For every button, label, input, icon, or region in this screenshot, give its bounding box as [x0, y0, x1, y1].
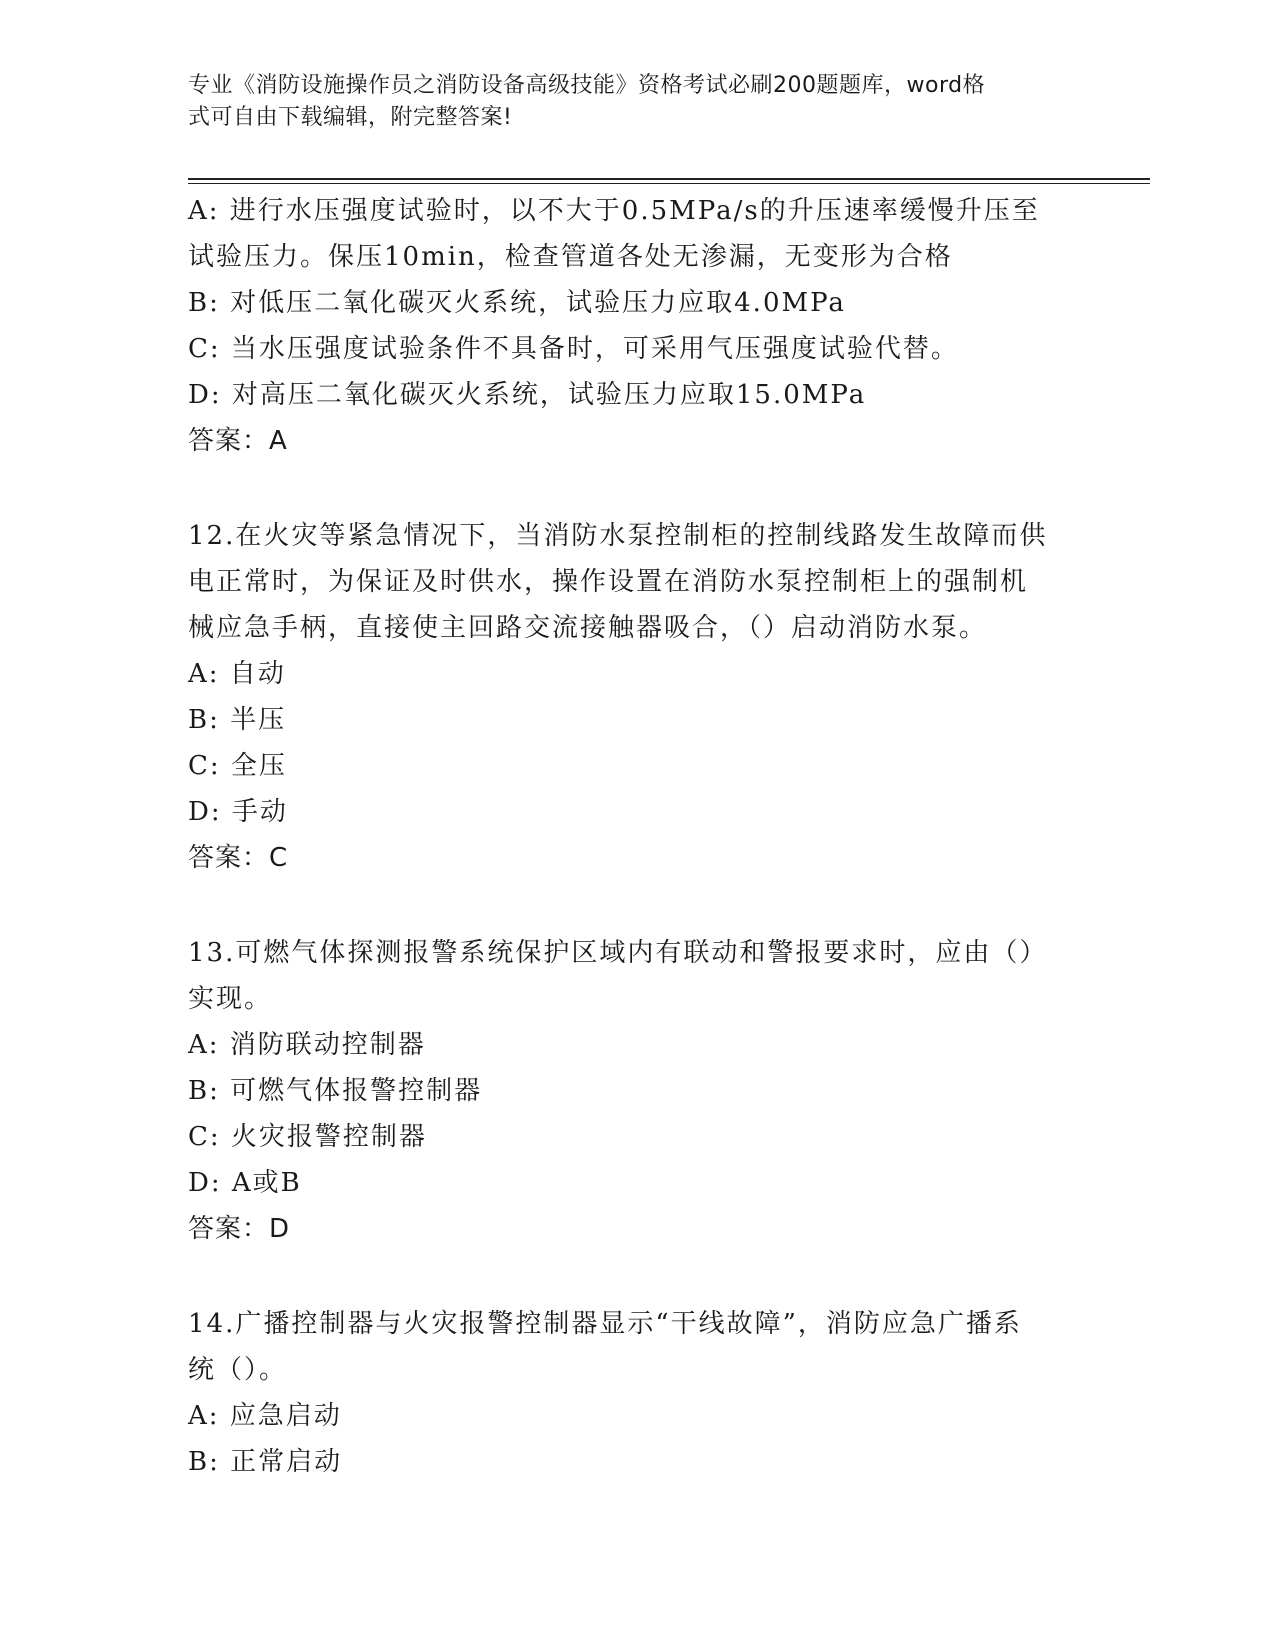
option-a: A: 应急启动: [188, 1401, 342, 1431]
question-stem-line-2: 电正常时，为保证及时供水，操作设置在消防水泵控制柜上的强制机: [188, 567, 1029, 597]
question-11: [188, 188, 1088, 464]
option-a: A: 自动: [188, 659, 286, 689]
answer: 答案：C: [188, 843, 289, 873]
question-13: [188, 930, 1088, 1252]
header-line-1: 专业《消防设施操作员之消防设备高级技能》资格考试必刷200题题库，word格: [188, 73, 986, 98]
option-a-line-2: 试验压力。保压10min，检查管道各处无渗漏，无变形为合格: [188, 242, 953, 272]
question-stem-line-1: 12.在火灾等紧急情况下，当消防水泵控制柜的控制线路发生故障而供: [188, 521, 1048, 551]
question-stem-line-2: 统（）。: [188, 1355, 288, 1385]
question-14: [188, 1301, 1088, 1485]
option-c: C: 当水压强度试验条件不具备时，可采用气压强度试验代替。: [188, 334, 959, 364]
option-b: B: 对低压二氧化碳灭火系统，试验压力应取4.0MPa: [188, 288, 846, 318]
answer: 答案：A: [188, 426, 288, 456]
header-divider: [188, 178, 1150, 184]
header-line-2: 式可自由下载编辑，附完整答案!: [188, 105, 513, 130]
question-stem-line-1: 13.可燃气体探测报警系统保护区域内有联动和警报要求时，应由（）: [188, 938, 1048, 968]
option-d: D: A或B: [188, 1168, 302, 1198]
option-b: B: 正常启动: [188, 1447, 343, 1477]
document-header: [188, 70, 1088, 134]
question-stem-line-2: 实现。: [188, 984, 273, 1014]
spacer: [188, 464, 1088, 513]
option-a-line-1: A: 进行水压强度试验时，以不大于0.5MPa/s的升压速率缓慢升压至: [188, 196, 1040, 226]
option-a: A: 消防联动控制器: [188, 1030, 426, 1060]
option-d: D: 对高压二氧化碳灭火系统，试验压力应取15.0MPa: [188, 380, 867, 410]
option-b: B: 半压: [188, 705, 287, 735]
answer: 答案：D: [188, 1214, 291, 1244]
spacer: [188, 1252, 1088, 1301]
question-stem-line-3: 械应急手柄，直接使主回路交流接触器吸合，（）启动消防水泵。: [188, 613, 988, 643]
question-12: [188, 513, 1088, 881]
option-c: C: 火灾报警控制器: [188, 1122, 427, 1152]
option-d: D: 手动: [188, 797, 288, 827]
question-list: [188, 188, 1088, 1485]
spacer: [188, 881, 1088, 930]
option-c: C: 全压: [188, 751, 287, 781]
option-b: B: 可燃气体报警控制器: [188, 1076, 483, 1106]
question-stem-line-1: 14.广播控制器与火灾报警控制器显示“干线故障”，消防应急广播系: [188, 1309, 1022, 1339]
